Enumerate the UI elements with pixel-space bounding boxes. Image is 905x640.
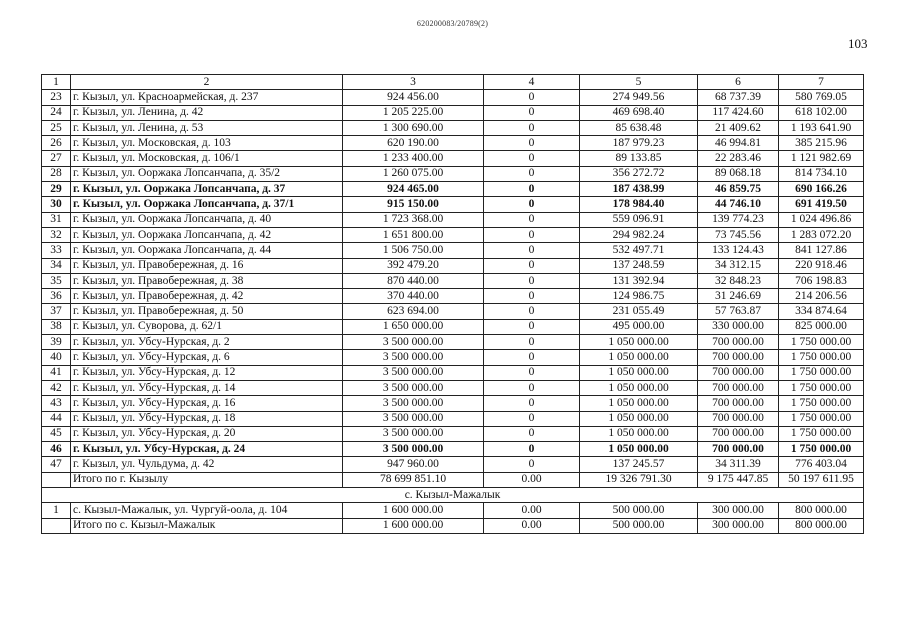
table-row bbox=[42, 304, 864, 319]
amount-col6-cell: 700 000.00 bbox=[698, 380, 779, 395]
column-header: 1 bbox=[42, 75, 71, 90]
amount-col4-cell: 0 bbox=[484, 411, 580, 426]
address-cell: г. Кызыл, ул. Правобережная, д. 16 bbox=[71, 258, 343, 273]
amount-col7-cell: 825 000.00 bbox=[779, 319, 864, 334]
amount-col5-cell: 187 438.99 bbox=[580, 182, 698, 197]
amount-col5-cell: 85 638.48 bbox=[580, 120, 698, 135]
row-number-cell: 29 bbox=[42, 182, 71, 197]
amount-col4-cell: 0 bbox=[484, 243, 580, 258]
amount-col7-cell: 691 419.50 bbox=[779, 197, 864, 212]
amount-col4-cell: 0 bbox=[484, 396, 580, 411]
amount-col6-cell: 46 994.81 bbox=[698, 136, 779, 151]
section-label: с. Кызыл-Мажалык bbox=[42, 488, 864, 503]
amount-col7-cell: 618 102.00 bbox=[779, 105, 864, 120]
row-number-cell: 24 bbox=[42, 105, 71, 120]
table-row bbox=[42, 335, 864, 350]
amount-col5-cell: 500 000.00 bbox=[580, 518, 698, 533]
amount-col6-cell: 9 175 447.85 bbox=[698, 472, 779, 487]
amount-col7-cell: 1 283 072.20 bbox=[779, 227, 864, 242]
table-row bbox=[42, 258, 864, 273]
amount-col5-cell: 1 050 000.00 bbox=[580, 380, 698, 395]
amount-col6-cell: 700 000.00 bbox=[698, 365, 779, 380]
amount-col6-cell: 700 000.00 bbox=[698, 350, 779, 365]
row-number-cell: 40 bbox=[42, 350, 71, 365]
amount-col6-cell: 300 000.00 bbox=[698, 503, 779, 518]
amount-col5-cell: 500 000.00 bbox=[580, 503, 698, 518]
section-header-row bbox=[42, 488, 864, 503]
address-cell: г. Кызыл, ул. Ооржака Лопсанчапа, д. 42 bbox=[71, 227, 343, 242]
amount-col7-cell: 1 750 000.00 bbox=[779, 411, 864, 426]
amount-col6-cell: 89 068.18 bbox=[698, 166, 779, 181]
amount-col5-cell: 1 050 000.00 bbox=[580, 350, 698, 365]
amount-col3-cell: 3 500 000.00 bbox=[343, 335, 484, 350]
column-header: 7 bbox=[779, 75, 864, 90]
amount-col3-cell: 1 506 750.00 bbox=[343, 243, 484, 258]
address-cell: г. Кызыл, ул. Правобережная, д. 42 bbox=[71, 289, 343, 304]
table-row bbox=[42, 289, 864, 304]
amount-col7-cell: 580 769.05 bbox=[779, 90, 864, 105]
amount-col3-cell: 924 456.00 bbox=[343, 90, 484, 105]
table-row bbox=[42, 120, 864, 135]
table-row bbox=[42, 442, 864, 457]
address-cell: г. Кызыл, ул. Ооржака Лопсанчапа, д. 37 bbox=[71, 182, 343, 197]
address-cell: г. Кызыл, ул. Убсу-Нурская, д. 18 bbox=[71, 411, 343, 426]
row-number-cell: 1 bbox=[42, 503, 71, 518]
amount-col5-cell: 495 000.00 bbox=[580, 319, 698, 334]
amount-col6-cell: 117 424.60 bbox=[698, 105, 779, 120]
amount-col7-cell: 1 750 000.00 bbox=[779, 380, 864, 395]
amount-col6-cell: 21 409.62 bbox=[698, 120, 779, 135]
amount-col7-cell: 841 127.86 bbox=[779, 243, 864, 258]
table-row bbox=[42, 319, 864, 334]
address-cell: Итого по г. Кызылу bbox=[71, 472, 343, 487]
row-number-cell: 42 bbox=[42, 380, 71, 395]
address-cell: г. Кызыл, ул. Ооржака Лопсанчапа, д. 44 bbox=[71, 243, 343, 258]
amount-col4-cell: 0 bbox=[484, 212, 580, 227]
amount-col4-cell: 0 bbox=[484, 166, 580, 181]
amount-col7-cell: 1 750 000.00 bbox=[779, 442, 864, 457]
address-cell: г. Кызыл, ул. Ооржака Лопсанчапа, д. 35/2 bbox=[71, 166, 343, 181]
amount-col5-cell: 89 133.85 bbox=[580, 151, 698, 166]
amount-col3-cell: 1 205 225.00 bbox=[343, 105, 484, 120]
table-row bbox=[42, 243, 864, 258]
amount-col7-cell: 1 750 000.00 bbox=[779, 365, 864, 380]
table-row bbox=[42, 182, 864, 197]
amount-col3-cell: 870 440.00 bbox=[343, 273, 484, 288]
amount-col5-cell: 19 326 791.30 bbox=[580, 472, 698, 487]
row-number-cell: 39 bbox=[42, 335, 71, 350]
amount-col6-cell: 57 763.87 bbox=[698, 304, 779, 319]
amount-col7-cell: 800 000.00 bbox=[779, 503, 864, 518]
amount-col4-cell: 0 bbox=[484, 136, 580, 151]
address-cell: г. Кызыл, ул. Убсу-Нурская, д. 6 bbox=[71, 350, 343, 365]
amount-col5-cell: 231 055.49 bbox=[580, 304, 698, 319]
amount-col4-cell: 0 bbox=[484, 380, 580, 395]
address-cell: г. Кызыл, ул. Ооржака Лопсанчапа, д. 40 bbox=[71, 212, 343, 227]
amount-col5-cell: 274 949.56 bbox=[580, 90, 698, 105]
amount-col6-cell: 22 283.46 bbox=[698, 151, 779, 166]
address-cell: г. Кызыл, ул. Чульдума, д. 42 bbox=[71, 457, 343, 472]
column-header: 2 bbox=[71, 75, 343, 90]
amount-col3-cell: 947 960.00 bbox=[343, 457, 484, 472]
amount-col7-cell: 50 197 611.95 bbox=[779, 472, 864, 487]
amount-col3-cell: 1 300 690.00 bbox=[343, 120, 484, 135]
table-row bbox=[42, 197, 864, 212]
amount-col4-cell: 0 bbox=[484, 319, 580, 334]
amount-col7-cell: 1 193 641.90 bbox=[779, 120, 864, 135]
row-number-cell: 41 bbox=[42, 365, 71, 380]
amount-col3-cell: 78 699 851.10 bbox=[343, 472, 484, 487]
table-row bbox=[42, 151, 864, 166]
table-row bbox=[42, 273, 864, 288]
amount-col4-cell: 0 bbox=[484, 227, 580, 242]
address-cell: г. Кызыл, ул. Красноармейская, д. 237 bbox=[71, 90, 343, 105]
table-row bbox=[42, 212, 864, 227]
amount-col5-cell: 124 986.75 bbox=[580, 289, 698, 304]
table-row bbox=[42, 380, 864, 395]
table-row bbox=[42, 411, 864, 426]
table-row bbox=[42, 350, 864, 365]
amount-col4-cell: 0 bbox=[484, 304, 580, 319]
amount-col3-cell: 620 190.00 bbox=[343, 136, 484, 151]
amount-col7-cell: 1 121 982.69 bbox=[779, 151, 864, 166]
amount-col6-cell: 44 746.10 bbox=[698, 197, 779, 212]
table-row bbox=[42, 136, 864, 151]
amount-col7-cell: 1 750 000.00 bbox=[779, 335, 864, 350]
amount-col5-cell: 469 698.40 bbox=[580, 105, 698, 120]
amount-col7-cell: 214 206.56 bbox=[779, 289, 864, 304]
amount-col3-cell: 370 440.00 bbox=[343, 289, 484, 304]
row-number-cell: 43 bbox=[42, 396, 71, 411]
amount-col3-cell: 623 694.00 bbox=[343, 304, 484, 319]
amount-col5-cell: 1 050 000.00 bbox=[580, 365, 698, 380]
amount-col4-cell: 0 bbox=[484, 457, 580, 472]
amount-col5-cell: 1 050 000.00 bbox=[580, 411, 698, 426]
amount-col4-cell: 0 bbox=[484, 151, 580, 166]
amount-col6-cell: 300 000.00 bbox=[698, 518, 779, 533]
amount-col7-cell: 814 734.10 bbox=[779, 166, 864, 181]
document-id: 620200083/20789(2) bbox=[416, 19, 489, 28]
amount-col5-cell: 131 392.94 bbox=[580, 273, 698, 288]
amount-col6-cell: 700 000.00 bbox=[698, 335, 779, 350]
table-row bbox=[42, 166, 864, 181]
amount-col7-cell: 1 750 000.00 bbox=[779, 396, 864, 411]
amount-col6-cell: 34 311.39 bbox=[698, 457, 779, 472]
amount-col3-cell: 1 651 800.00 bbox=[343, 227, 484, 242]
amount-col6-cell: 73 745.56 bbox=[698, 227, 779, 242]
amount-col4-cell: 0 bbox=[484, 90, 580, 105]
table-row bbox=[42, 365, 864, 380]
amount-col7-cell: 706 198.83 bbox=[779, 273, 864, 288]
row-number-cell: 47 bbox=[42, 457, 71, 472]
data-table bbox=[41, 74, 864, 534]
amount-col7-cell: 385 215.96 bbox=[779, 136, 864, 151]
amount-col4-cell: 0 bbox=[484, 273, 580, 288]
address-cell: г. Кызыл, ул. Убсу-Нурская, д. 16 bbox=[71, 396, 343, 411]
amount-col5-cell: 137 245.57 bbox=[580, 457, 698, 472]
address-cell: г. Кызыл, ул. Московская, д. 103 bbox=[71, 136, 343, 151]
column-header: 4 bbox=[484, 75, 580, 90]
row-number-cell: 25 bbox=[42, 120, 71, 135]
row-number-cell: 46 bbox=[42, 442, 71, 457]
amount-col4-cell: 0 bbox=[484, 426, 580, 441]
table-body bbox=[42, 75, 864, 534]
amount-col3-cell: 1 723 368.00 bbox=[343, 212, 484, 227]
row-number-cell: 36 bbox=[42, 289, 71, 304]
amount-col5-cell: 1 050 000.00 bbox=[580, 396, 698, 411]
amount-col7-cell: 1 750 000.00 bbox=[779, 426, 864, 441]
amount-col3-cell: 1 600 000.00 bbox=[343, 518, 484, 533]
address-cell: г. Кызыл, ул. Убсу-Нурская, д. 12 bbox=[71, 365, 343, 380]
amount-col6-cell: 31 246.69 bbox=[698, 289, 779, 304]
amount-col3-cell: 3 500 000.00 bbox=[343, 426, 484, 441]
address-cell: г. Кызыл, ул. Ленина, д. 53 bbox=[71, 120, 343, 135]
amount-col6-cell: 700 000.00 bbox=[698, 442, 779, 457]
amount-col3-cell: 1 260 075.00 bbox=[343, 166, 484, 181]
amount-col5-cell: 187 979.23 bbox=[580, 136, 698, 151]
amount-col3-cell: 3 500 000.00 bbox=[343, 350, 484, 365]
row-number-cell: 23 bbox=[42, 90, 71, 105]
amount-col7-cell: 690 166.26 bbox=[779, 182, 864, 197]
amount-col4-cell: 0 bbox=[484, 120, 580, 135]
address-cell: г. Кызыл, ул. Ооржака Лопсанчапа, д. 37/1 bbox=[71, 197, 343, 212]
table-row bbox=[42, 227, 864, 242]
amount-col4-cell: 0 bbox=[484, 335, 580, 350]
amount-col5-cell: 1 050 000.00 bbox=[580, 442, 698, 457]
row-number-cell: 37 bbox=[42, 304, 71, 319]
amount-col6-cell: 700 000.00 bbox=[698, 411, 779, 426]
amount-col7-cell: 776 403.04 bbox=[779, 457, 864, 472]
amount-col7-cell: 220 918.46 bbox=[779, 258, 864, 273]
amount-col6-cell: 32 848.23 bbox=[698, 273, 779, 288]
amount-col7-cell: 334 874.64 bbox=[779, 304, 864, 319]
amount-col7-cell: 1 750 000.00 bbox=[779, 350, 864, 365]
amount-col6-cell: 68 737.39 bbox=[698, 90, 779, 105]
amount-col7-cell: 800 000.00 bbox=[779, 518, 864, 533]
row-number-cell bbox=[42, 472, 71, 487]
table-row bbox=[42, 105, 864, 120]
address-cell: Итого по с. Кызыл-Мажалык bbox=[71, 518, 343, 533]
amount-col4-cell: 0 bbox=[484, 350, 580, 365]
column-header: 3 bbox=[343, 75, 484, 90]
amount-col6-cell: 139 774.23 bbox=[698, 212, 779, 227]
row-number-cell: 27 bbox=[42, 151, 71, 166]
row-number-cell: 30 bbox=[42, 197, 71, 212]
address-cell: г. Кызыл, ул. Убсу-Нурская, д. 14 bbox=[71, 380, 343, 395]
amount-col5-cell: 178 984.40 bbox=[580, 197, 698, 212]
row-number-cell: 34 bbox=[42, 258, 71, 273]
amount-col6-cell: 46 859.75 bbox=[698, 182, 779, 197]
address-cell: с. Кызыл-Мажалык, ул. Чургуй-оола, д. 104 bbox=[71, 503, 343, 518]
amount-col3-cell: 1 650 000.00 bbox=[343, 319, 484, 334]
amount-col6-cell: 700 000.00 bbox=[698, 426, 779, 441]
address-cell: г. Кызыл, ул. Суворова, д. 62/1 bbox=[71, 319, 343, 334]
row-number-cell: 26 bbox=[42, 136, 71, 151]
amount-col4-cell: 0 bbox=[484, 442, 580, 457]
amount-col7-cell: 1 024 496.86 bbox=[779, 212, 864, 227]
row-number-cell: 45 bbox=[42, 426, 71, 441]
row-number-cell: 35 bbox=[42, 273, 71, 288]
amount-col3-cell: 3 500 000.00 bbox=[343, 396, 484, 411]
row-number-cell: 31 bbox=[42, 212, 71, 227]
page-number: 103 bbox=[848, 36, 868, 51]
amount-col5-cell: 1 050 000.00 bbox=[580, 335, 698, 350]
amount-col3-cell: 3 500 000.00 bbox=[343, 442, 484, 457]
amount-col4-cell: 0 bbox=[484, 105, 580, 120]
amount-col5-cell: 1 050 000.00 bbox=[580, 426, 698, 441]
amount-col6-cell: 34 312.15 bbox=[698, 258, 779, 273]
amount-col5-cell: 559 096.91 bbox=[580, 212, 698, 227]
amount-col4-cell: 0 bbox=[484, 182, 580, 197]
row-number-cell: 38 bbox=[42, 319, 71, 334]
table-row bbox=[42, 396, 864, 411]
table-header-row bbox=[42, 75, 864, 90]
amount-col4-cell: 0.00 bbox=[484, 518, 580, 533]
address-cell: г. Кызыл, ул. Ленина, д. 42 bbox=[71, 105, 343, 120]
table-row bbox=[42, 426, 864, 441]
address-cell: г. Кызыл, ул. Московская, д. 106/1 bbox=[71, 151, 343, 166]
amount-col3-cell: 1 600 000.00 bbox=[343, 503, 484, 518]
amount-col4-cell: 0 bbox=[484, 289, 580, 304]
amount-col5-cell: 294 982.24 bbox=[580, 227, 698, 242]
row-number-cell: 33 bbox=[42, 243, 71, 258]
address-cell: г. Кызыл, ул. Убсу-Нурская, д. 20 bbox=[71, 426, 343, 441]
address-cell: г. Кызыл, ул. Правобережная, д. 50 bbox=[71, 304, 343, 319]
amount-col5-cell: 532 497.71 bbox=[580, 243, 698, 258]
amount-col6-cell: 330 000.00 bbox=[698, 319, 779, 334]
row-number-cell: 28 bbox=[42, 166, 71, 181]
address-cell: г. Кызыл, ул. Правобережная, д. 38 bbox=[71, 273, 343, 288]
amount-col3-cell: 1 233 400.00 bbox=[343, 151, 484, 166]
amount-col3-cell: 924 465.00 bbox=[343, 182, 484, 197]
amount-col4-cell: 0 bbox=[484, 258, 580, 273]
amount-col6-cell: 133 124.43 bbox=[698, 243, 779, 258]
amount-col5-cell: 356 272.72 bbox=[580, 166, 698, 181]
amount-col4-cell: 0 bbox=[484, 197, 580, 212]
amount-col5-cell: 137 248.59 bbox=[580, 258, 698, 273]
table-row bbox=[42, 90, 864, 105]
amount-col6-cell: 700 000.00 bbox=[698, 396, 779, 411]
row-number-cell: 32 bbox=[42, 227, 71, 242]
amount-col3-cell: 392 479.20 bbox=[343, 258, 484, 273]
amount-col4-cell: 0 bbox=[484, 365, 580, 380]
table-row bbox=[42, 457, 864, 472]
amount-col4-cell: 0.00 bbox=[484, 503, 580, 518]
column-header: 5 bbox=[580, 75, 698, 90]
address-cell: г. Кызыл, ул. Убсу-Нурская, д. 2 bbox=[71, 335, 343, 350]
column-header: 6 bbox=[698, 75, 779, 90]
table-row bbox=[42, 503, 864, 518]
row-number-cell: 44 bbox=[42, 411, 71, 426]
address-cell: г. Кызыл, ул. Убсу-Нурская, д. 24 bbox=[71, 442, 343, 457]
amount-col3-cell: 3 500 000.00 bbox=[343, 380, 484, 395]
total-row bbox=[42, 518, 864, 533]
amount-col3-cell: 3 500 000.00 bbox=[343, 411, 484, 426]
total-row bbox=[42, 472, 864, 487]
row-number-cell bbox=[42, 518, 71, 533]
amount-col3-cell: 915 150.00 bbox=[343, 197, 484, 212]
amount-col4-cell: 0.00 bbox=[484, 472, 580, 487]
amount-col3-cell: 3 500 000.00 bbox=[343, 365, 484, 380]
